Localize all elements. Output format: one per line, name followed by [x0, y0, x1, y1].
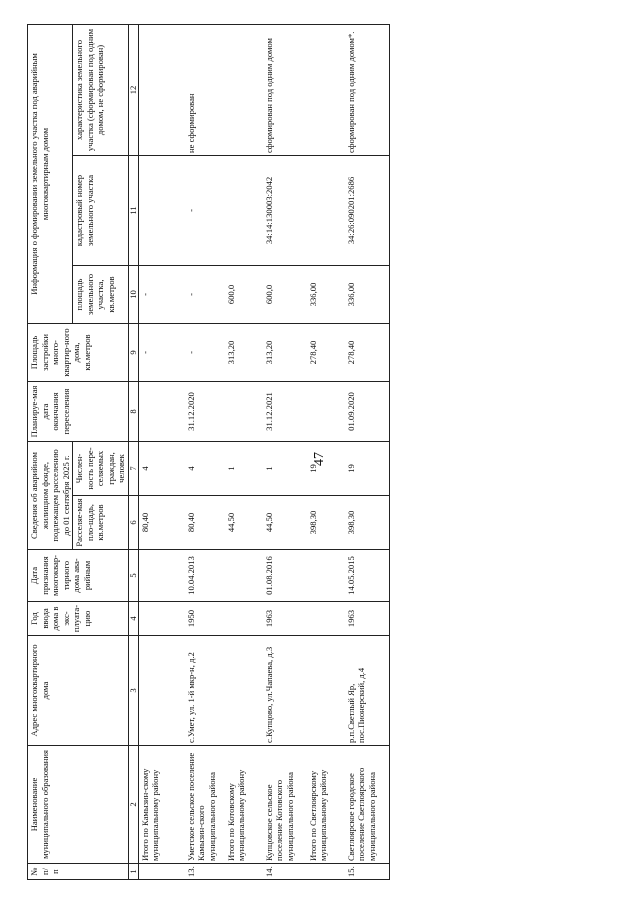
cell-no	[138, 864, 185, 880]
cell-characteristic	[138, 24, 185, 155]
cell-name: Уметское сельское поселение Камызин-ского муниципального района	[185, 746, 225, 864]
header-land-area: площадь земельного участка, кв.метров	[73, 265, 129, 323]
cell-people: 1	[225, 441, 263, 495]
cell-address: с.Купцово, ул.Чапаева, д.3	[263, 636, 307, 746]
cell-name: Итого по Светлоярскому муниципальному району	[307, 746, 345, 864]
cell-characteristic	[307, 24, 345, 155]
cell-date	[225, 550, 263, 602]
cell-name: Итого по Камызин-скому муниципальному району	[138, 746, 185, 864]
cell-land: 336,00	[345, 265, 390, 323]
cell-planned: 31.12.2020	[185, 381, 225, 441]
col-number: 4	[128, 602, 138, 636]
cell-planned: 01.09.2020	[345, 381, 390, 441]
cell-date: 01.08.2016	[263, 550, 307, 602]
cell-land: 600,0	[225, 265, 263, 323]
cell-built: -	[185, 323, 225, 381]
header-no: № п/п	[28, 864, 129, 880]
cell-people: 19	[307, 441, 345, 495]
col-number: 2	[128, 746, 138, 864]
table-row	[185, 24, 225, 879]
cell-area: 44,50	[263, 496, 307, 550]
cell-cadastral: 34:26:090201:2686	[345, 155, 390, 265]
col-number: 9	[128, 323, 138, 381]
cell-built: 313,20	[225, 323, 263, 381]
cell-characteristic: не сформирован	[185, 24, 225, 155]
header-land-group: Информация о формировании земельного участка под аварийным многоквартирным домом	[28, 24, 73, 323]
col-number: 3	[128, 636, 138, 746]
cell-year: 1963	[263, 602, 307, 636]
cell-address: с.Умет, ул. 1-й мкр-н, д.2	[185, 636, 225, 746]
cell-no: 13.	[185, 864, 225, 880]
header-municipality: Наименование муниципального образования	[28, 746, 129, 864]
cell-characteristic: сформирован под одним домом	[263, 24, 307, 155]
col-number: 12	[128, 24, 138, 155]
cell-land: -	[185, 265, 225, 323]
col-number: 6	[128, 496, 138, 550]
cell-date	[307, 550, 345, 602]
cell-land: 336,00	[307, 265, 345, 323]
header-date: Дата признания многоквар-тирного дома ава-рийным	[28, 550, 129, 602]
cell-no: 14.	[263, 864, 307, 880]
cell-planned	[225, 381, 263, 441]
table-row	[263, 24, 307, 879]
cell-year	[307, 602, 345, 636]
cell-area: 398,30	[307, 496, 345, 550]
col-number: 10	[128, 265, 138, 323]
col-number: 5	[128, 550, 138, 602]
header-emergency-group: Сведения об аварийном жилищном фонде, подлежащем расселению до 01 сентября 2025 г.	[28, 441, 73, 549]
cell-year	[225, 602, 263, 636]
cell-characteristic: сформирован под одним домом*.	[345, 24, 390, 155]
cell-year: 1950	[185, 602, 225, 636]
page-number: 47	[312, 452, 327, 466]
header-address: Адрес многоквартирного дома	[28, 636, 129, 746]
cell-no: 15.	[345, 864, 390, 880]
cell-built: 278,40	[345, 323, 390, 381]
cell-built: 278,40	[307, 323, 345, 381]
table-row	[307, 24, 345, 879]
header-built-area: Площадь застройки много-квартир-ного дома, кв.метров	[28, 323, 129, 381]
cell-people: 4	[185, 441, 225, 495]
col-number: 1	[128, 864, 138, 880]
cell-address: р.п.Светлый Яр, пос.Пионерский, д.4	[345, 636, 390, 746]
header-cadastral: кадастровый номер земельного участка	[73, 155, 129, 265]
cell-address	[225, 636, 263, 746]
cell-cadastral: -	[185, 155, 225, 265]
table-row	[138, 24, 185, 879]
header-year: Год ввода дома в экс-плуата-цию	[28, 602, 129, 636]
col-number: 8	[128, 381, 138, 441]
cell-characteristic	[225, 24, 263, 155]
cell-land: 600,0	[263, 265, 307, 323]
cell-planned	[138, 381, 185, 441]
cell-year	[138, 602, 185, 636]
cell-cadastral	[225, 155, 263, 265]
cell-name: Светлоярское городское поселение Светлоярского муниципального района	[345, 746, 390, 864]
header-characteristic: характеристика земельного участка (сформирован под одним домом, не сформирован)	[73, 24, 129, 155]
cell-address	[138, 636, 185, 746]
header-area: Расселяе-мая пло-щадь, кв.метров	[73, 496, 129, 550]
cell-year: 1963	[345, 602, 390, 636]
cell-cadastral	[138, 155, 185, 265]
cell-cadastral: 34:14:130003:2042	[263, 155, 307, 265]
cell-built: 313,20	[263, 323, 307, 381]
header-planned-date: Планируе-мая дата окончания переселения	[28, 381, 129, 441]
cell-area: 44,50	[225, 496, 263, 550]
table-row	[345, 24, 390, 879]
cell-area: 80,40	[185, 496, 225, 550]
col-number: 11	[128, 155, 138, 265]
table-row	[225, 24, 263, 879]
cell-people: 19	[345, 441, 390, 495]
cell-land: -	[138, 265, 185, 323]
cell-people: 1	[263, 441, 307, 495]
cell-no	[307, 864, 345, 880]
cell-name: Итого по Котовскому муниципальному району	[225, 746, 263, 864]
cell-planned: 31.12.2021	[263, 381, 307, 441]
cell-planned	[307, 381, 345, 441]
cell-date	[138, 550, 185, 602]
cell-people: 4	[138, 441, 185, 495]
rotated-table-area	[27, 25, 602, 880]
cell-date: 10.04.2013	[185, 550, 225, 602]
cell-built: -	[138, 323, 185, 381]
emergency-housing-table	[27, 24, 390, 880]
cell-date: 14.05.2015	[345, 550, 390, 602]
cell-address	[307, 636, 345, 746]
col-number: 7	[128, 441, 138, 495]
cell-no	[225, 864, 263, 880]
header-people: Числен-ность пере-селяемых граждан, человек	[73, 441, 129, 495]
cell-cadastral	[307, 155, 345, 265]
cell-area: 398,30	[345, 496, 390, 550]
cell-name: Купцовское сельское поселение Котовского муниципального района	[263, 746, 307, 864]
cell-area: 80,40	[138, 496, 185, 550]
